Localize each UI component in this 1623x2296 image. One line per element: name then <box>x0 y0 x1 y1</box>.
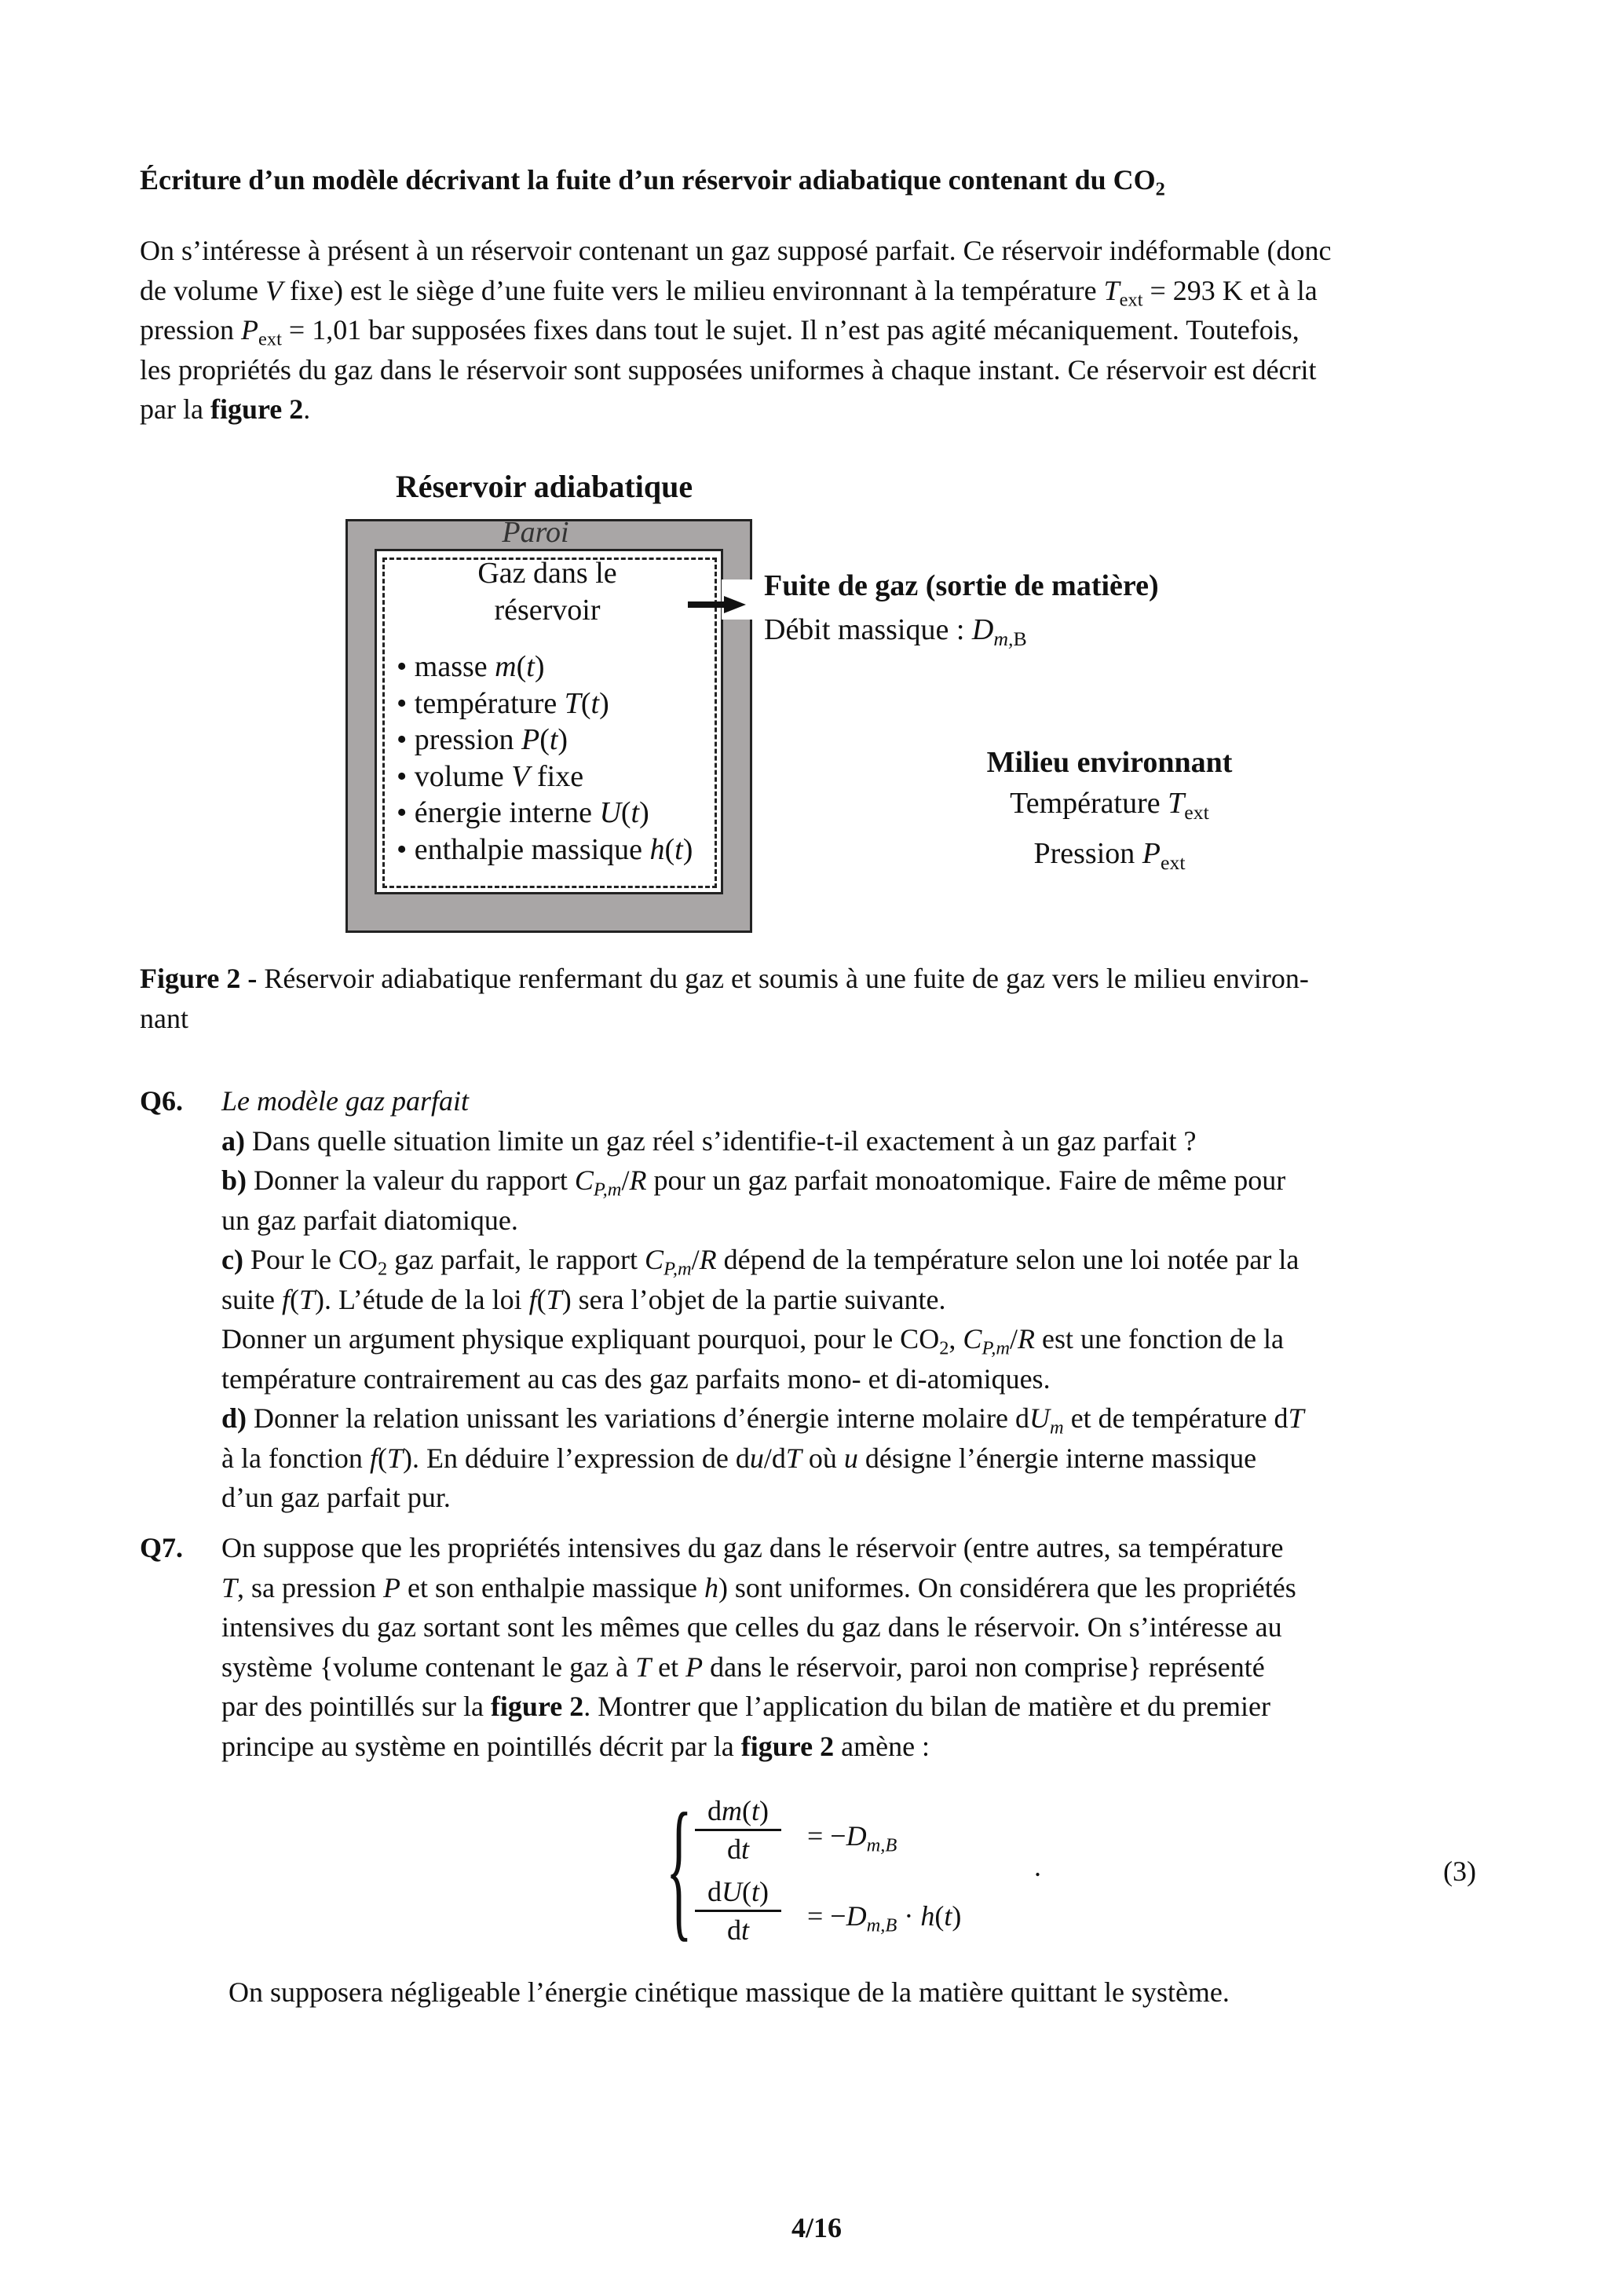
text-line: Pression $P_{ext}$ <box>1033 837 1186 874</box>
text-line: d’un gaz parfait pur. <box>221 1482 451 1513</box>
text-line: à la fonction f(T). En déduire l’expression de du/dT où u désigne l’énergie interne massique <box>221 1442 1257 1474</box>
q7-note <box>228 1972 1230 2013</box>
text-line: dm(t) <box>707 1795 769 1826</box>
q6-text <box>221 1081 1482 1518</box>
text-line: On suppose que les propriétés intensives du gaz dans le réservoir (entre autres, sa température <box>221 1532 1284 1563</box>
leak-title: Fuite de gaz (sortie de matière) <box>764 569 1159 602</box>
gas-label-1: Gaz dans le <box>477 557 617 590</box>
text-line: a) Dans quelle situation limite un gaz réel s’identifie-t-il exactement à un gaz parfait ? <box>221 1124 1197 1157</box>
fraction-dm-dt <box>695 1793 781 1867</box>
figure-title: Réservoir adiabatique <box>395 469 693 504</box>
text-line: = $-D_{m,B}$ <box>807 1820 897 1856</box>
equation-rhs-2 <box>807 1896 961 1936</box>
text-line: T, sa pression P et son enthalpie massique h) sont uniformes. On considérera que les propriétés <box>221 1571 1296 1603</box>
gas-properties-list <box>397 649 693 868</box>
text-line: Écriture d’un modèle décrivant la fuite d’un réservoir adiabatique contenant du $CO_2$ <box>140 164 1165 200</box>
q6-label: Q6. <box>140 1085 184 1117</box>
intro-paragraph <box>140 231 1495 430</box>
left-brace-icon: { <box>666 1782 693 1955</box>
numerator <box>695 1874 781 1912</box>
q7-label: Q7. <box>140 1532 184 1563</box>
leak-rate <box>764 612 1027 650</box>
text-line: Débit massique : $D_{m,B}$ <box>764 613 1027 650</box>
text-line: • pression P(t) <box>397 723 568 756</box>
text-line: • enthalpie massique h(t) <box>397 832 693 866</box>
text-line: • volume V fixe <box>397 759 584 793</box>
environment-pressure <box>1033 836 1186 874</box>
text-line: les propriétés du gaz dans le réservoir sont supposées uniformes à chaque instant. Ce réservoir est décrit <box>140 353 1317 386</box>
text-line: On s’intéresse à présent à un réservoir contenant un gaz supposé parfait. Ce réservoir indéformable (donc <box>140 235 1332 266</box>
text-line: • masse m(t) <box>397 650 545 683</box>
text-line: intensives du gaz sortant sont les mêmes que celles du gaz dans le réservoir. On s’intéresse au <box>221 1611 1282 1643</box>
gas-label-2: réservoir <box>494 594 601 627</box>
text-line: par des pointillés sur la figure 2. Montrer que l’application du bilan de matière et du premier <box>221 1691 1270 1722</box>
equation-period: . <box>1034 1851 1041 1882</box>
text-line: = $-D_{m,B} \cdot h(t)$ <box>807 1900 962 1936</box>
text-line: suite f(T). L’étude de la loi f(T) sera l’objet de la partie suivante. <box>221 1283 946 1315</box>
text-line: d) Donner la relation unissant les variations d’énergie interne molaire $dU_m$ et de température dT <box>221 1402 1304 1439</box>
text-line: dt <box>726 1834 749 1865</box>
text-line: Donner un argument physique expliquant pourquoi, pour le $CO_2$, $C_{P,m}/R$ est une fonction de la <box>221 1323 1284 1359</box>
wall-label: Paroi <box>502 516 569 549</box>
text-line: de volume V fixe) est le siège d’une fuite vers le milieu environnant à la température $T_{ext} = 293$ K et à la <box>140 274 1318 310</box>
section-title <box>140 160 1495 200</box>
text-line: température contrairement au cas des gaz parfaits mono- et di-atomiques. <box>221 1362 1051 1395</box>
text-line: principe au système en pointillés décrit par la figure 2 amène : <box>221 1730 930 1762</box>
equation-rhs-1 <box>807 1816 897 1856</box>
denominator <box>695 1912 781 1948</box>
environment-title: Milieu environnant <box>986 746 1233 779</box>
equation-number: (3) <box>1443 1855 1476 1887</box>
text-line: On supposera négligeable l’énergie cinétique massique de la matière quittant le système. <box>228 1976 1230 2008</box>
numerator <box>695 1793 781 1831</box>
q7-text <box>221 1528 1482 1766</box>
figure-caption <box>140 959 1495 1038</box>
text-line: Température $T_{ext}$ <box>1010 787 1209 824</box>
page-number: 4/16 <box>791 2212 843 2243</box>
environment-temperature <box>1010 786 1209 824</box>
text-line: dt <box>726 1914 749 1946</box>
text-line: c) Pour le $CO_2$ gaz parfait, le rapport $C_{P,m}/R$ dépend de la température selon une loi notée par la <box>221 1244 1299 1280</box>
text-line: Figure 2 - Réservoir adiabatique renfermant du gaz et soumis à une fuite de gaz vers le milieu environ- <box>140 963 1309 994</box>
text-line: système {volume contenant le gaz à T et P dans le réservoir, paroi non comprise} représenté <box>221 1651 1265 1683</box>
text-line: b) Donner la valeur du rapport $C_{P,m}/R$ pour un gaz parfait monoatomique. Faire de même pour <box>221 1164 1286 1201</box>
fraction-dU-dt <box>695 1874 781 1948</box>
text-line: pression $P_{ext} = 1,01$ bar supposées fixes dans tout le sujet. Il n’est pas agité mécaniquement. Toutefois, <box>140 314 1299 350</box>
text-line: • énergie interne U(t) <box>397 796 649 829</box>
leak-arrow-icon <box>688 596 746 613</box>
text-line: • température T(t) <box>397 686 609 720</box>
text-line: un gaz parfait diatomique. <box>221 1204 518 1236</box>
text-line: Le modèle gaz parfait <box>221 1085 469 1117</box>
text-line: dU(t) <box>707 1876 769 1907</box>
text-line: nant <box>140 1002 188 1034</box>
text-line: par la figure 2. <box>140 393 311 425</box>
denominator <box>695 1831 781 1867</box>
